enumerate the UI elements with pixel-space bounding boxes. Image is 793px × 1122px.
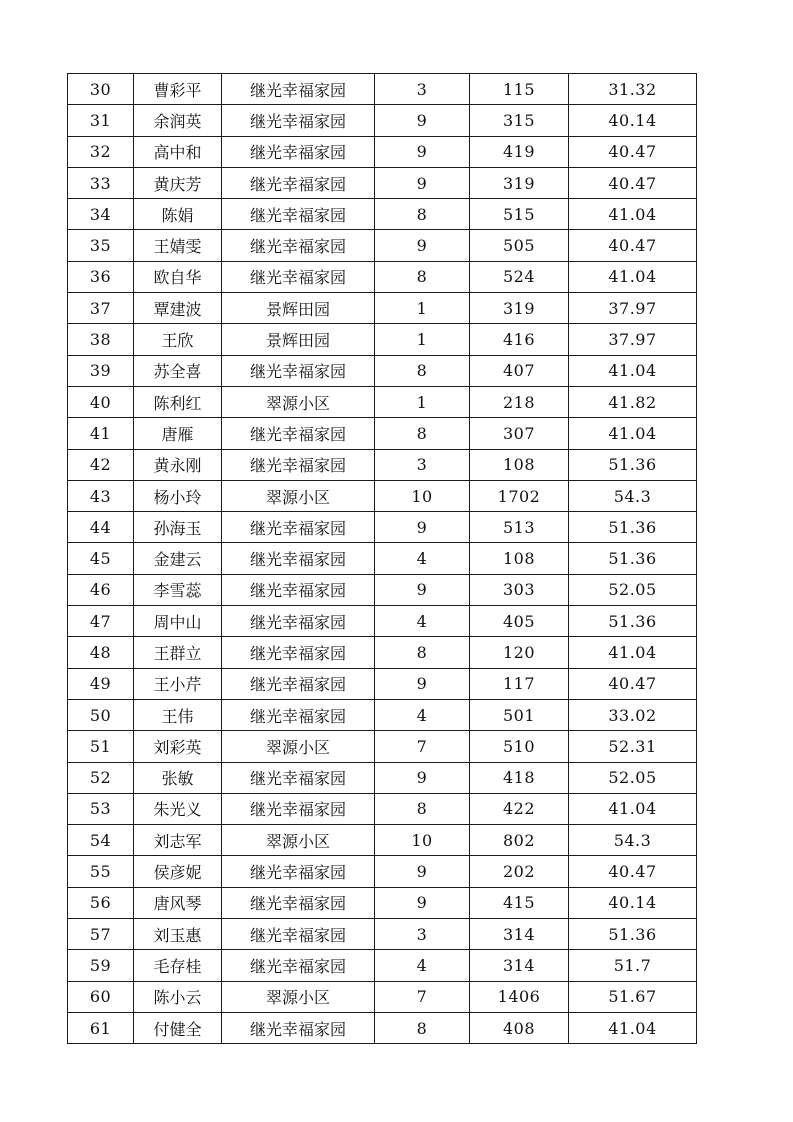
cell-room: 319	[470, 167, 569, 198]
cell-index: 42	[68, 449, 134, 480]
table-row	[68, 699, 697, 730]
cell-index: 61	[68, 1012, 134, 1043]
cell-building: 7	[375, 731, 470, 762]
cell-name: 余润英	[134, 105, 222, 136]
cell-building: 9	[375, 887, 470, 918]
cell-index: 52	[68, 762, 134, 793]
cell-area: 33.02	[569, 699, 697, 730]
cell-building: 4	[375, 606, 470, 637]
cell-area: 41.04	[569, 261, 697, 292]
cell-building: 9	[375, 856, 470, 887]
cell-area: 41.04	[569, 793, 697, 824]
cell-building: 9	[375, 230, 470, 261]
cell-room: 408	[470, 1012, 569, 1043]
cell-name: 金建云	[134, 543, 222, 574]
cell-area: 51.36	[569, 606, 697, 637]
cell-room: 419	[470, 136, 569, 167]
cell-community: 继光幸福家园	[222, 136, 375, 167]
cell-name: 孙海玉	[134, 512, 222, 543]
cell-name: 毛存桂	[134, 950, 222, 981]
cell-community: 翠源小区	[222, 731, 375, 762]
cell-name: 陈小云	[134, 981, 222, 1012]
cell-community: 继光幸福家园	[222, 449, 375, 480]
cell-index: 45	[68, 543, 134, 574]
cell-index: 35	[68, 230, 134, 261]
cell-room: 218	[470, 386, 569, 417]
cell-room: 1702	[470, 480, 569, 511]
cell-name: 周中山	[134, 606, 222, 637]
cell-community: 继光幸福家园	[222, 919, 375, 950]
cell-index: 51	[68, 731, 134, 762]
cell-building: 9	[375, 136, 470, 167]
table-row	[68, 449, 697, 480]
cell-index: 34	[68, 199, 134, 230]
cell-community: 继光幸福家园	[222, 762, 375, 793]
table-row	[68, 105, 697, 136]
cell-room: 407	[470, 355, 569, 386]
cell-room: 416	[470, 324, 569, 355]
cell-name: 李雪蕊	[134, 574, 222, 605]
cell-index: 32	[68, 136, 134, 167]
cell-community: 继光幸福家园	[222, 574, 375, 605]
cell-name: 张敏	[134, 762, 222, 793]
table-row	[68, 731, 697, 762]
table-row	[68, 324, 697, 355]
cell-community: 继光幸福家园	[222, 950, 375, 981]
cell-community: 继光幸福家园	[222, 668, 375, 699]
table-row	[68, 762, 697, 793]
cell-area: 51.36	[569, 543, 697, 574]
table-row	[68, 856, 697, 887]
table-row	[68, 136, 697, 167]
cell-room: 422	[470, 793, 569, 824]
cell-index: 50	[68, 699, 134, 730]
cell-area: 51.36	[569, 449, 697, 480]
cell-area: 40.47	[569, 167, 697, 198]
cell-area: 40.14	[569, 887, 697, 918]
cell-community: 继光幸福家园	[222, 230, 375, 261]
cell-name: 杨小玲	[134, 480, 222, 511]
cell-name: 王群立	[134, 637, 222, 668]
cell-room: 524	[470, 261, 569, 292]
table-row	[68, 512, 697, 543]
cell-name: 苏全喜	[134, 355, 222, 386]
cell-name: 王婧雯	[134, 230, 222, 261]
cell-room: 115	[470, 74, 569, 105]
cell-room: 1406	[470, 981, 569, 1012]
table-row	[68, 919, 697, 950]
cell-index: 48	[68, 637, 134, 668]
cell-building: 1	[375, 293, 470, 324]
cell-building: 8	[375, 793, 470, 824]
cell-community: 继光幸福家园	[222, 74, 375, 105]
cell-name: 刘彩英	[134, 731, 222, 762]
cell-building: 4	[375, 543, 470, 574]
cell-room: 802	[470, 825, 569, 856]
cell-community: 景辉田园	[222, 293, 375, 324]
cell-index: 38	[68, 324, 134, 355]
cell-name: 陈利红	[134, 386, 222, 417]
cell-name: 刘志军	[134, 825, 222, 856]
cell-room: 405	[470, 606, 569, 637]
cell-index: 44	[68, 512, 134, 543]
cell-name: 高中和	[134, 136, 222, 167]
cell-area: 37.97	[569, 293, 697, 324]
cell-area: 31.32	[569, 74, 697, 105]
cell-building: 3	[375, 919, 470, 950]
cell-room: 513	[470, 512, 569, 543]
records-table	[67, 73, 697, 1044]
cell-area: 51.67	[569, 981, 697, 1012]
table-row	[68, 74, 697, 105]
cell-community: 继光幸福家园	[222, 543, 375, 574]
table-row	[68, 637, 697, 668]
table-row	[68, 668, 697, 699]
cell-building: 9	[375, 167, 470, 198]
table-row	[68, 230, 697, 261]
cell-area: 41.82	[569, 386, 697, 417]
cell-community: 继光幸福家园	[222, 199, 375, 230]
cell-index: 33	[68, 167, 134, 198]
cell-area: 51.36	[569, 919, 697, 950]
cell-area: 52.05	[569, 762, 697, 793]
cell-community: 继光幸福家园	[222, 167, 375, 198]
cell-community: 翠源小区	[222, 825, 375, 856]
cell-room: 319	[470, 293, 569, 324]
cell-area: 40.14	[569, 105, 697, 136]
cell-room: 418	[470, 762, 569, 793]
cell-index: 37	[68, 293, 134, 324]
cell-area: 51.36	[569, 512, 697, 543]
cell-area: 52.31	[569, 731, 697, 762]
cell-index: 40	[68, 386, 134, 417]
cell-building: 10	[375, 825, 470, 856]
cell-community: 翠源小区	[222, 981, 375, 1012]
cell-name: 黄永刚	[134, 449, 222, 480]
cell-room: 314	[470, 919, 569, 950]
cell-community: 继光幸福家园	[222, 418, 375, 449]
cell-room: 120	[470, 637, 569, 668]
cell-area: 41.04	[569, 1012, 697, 1043]
cell-building: 3	[375, 449, 470, 480]
cell-name: 唐雁	[134, 418, 222, 449]
cell-community: 继光幸福家园	[222, 606, 375, 637]
cell-index: 53	[68, 793, 134, 824]
cell-building: 3	[375, 74, 470, 105]
cell-room: 108	[470, 543, 569, 574]
cell-community: 翠源小区	[222, 480, 375, 511]
cell-area: 40.47	[569, 136, 697, 167]
cell-community: 继光幸福家园	[222, 261, 375, 292]
cell-building: 9	[375, 668, 470, 699]
table-row	[68, 950, 697, 981]
cell-index: 55	[68, 856, 134, 887]
cell-community: 继光幸福家园	[222, 1012, 375, 1043]
cell-building: 1	[375, 324, 470, 355]
cell-name: 陈娟	[134, 199, 222, 230]
cell-room: 307	[470, 418, 569, 449]
cell-building: 10	[375, 480, 470, 511]
cell-index: 41	[68, 418, 134, 449]
cell-area: 40.47	[569, 856, 697, 887]
table-row	[68, 261, 697, 292]
table-row	[68, 1012, 697, 1043]
cell-room: 314	[470, 950, 569, 981]
cell-index: 57	[68, 919, 134, 950]
cell-room: 117	[470, 668, 569, 699]
cell-name: 曹彩平	[134, 74, 222, 105]
cell-name: 朱光义	[134, 793, 222, 824]
cell-building: 9	[375, 105, 470, 136]
cell-community: 继光幸福家园	[222, 637, 375, 668]
cell-building: 1	[375, 386, 470, 417]
cell-area: 41.04	[569, 199, 697, 230]
cell-area: 41.04	[569, 355, 697, 386]
cell-building: 8	[375, 1012, 470, 1043]
cell-area: 40.47	[569, 230, 697, 261]
cell-building: 7	[375, 981, 470, 1012]
cell-name: 王小芹	[134, 668, 222, 699]
cell-area: 37.97	[569, 324, 697, 355]
cell-area: 54.3	[569, 825, 697, 856]
cell-index: 56	[68, 887, 134, 918]
cell-index: 59	[68, 950, 134, 981]
cell-community: 继光幸福家园	[222, 793, 375, 824]
cell-building: 9	[375, 574, 470, 605]
cell-name: 覃建波	[134, 293, 222, 324]
cell-index: 30	[68, 74, 134, 105]
cell-room: 303	[470, 574, 569, 605]
cell-building: 8	[375, 199, 470, 230]
table-row	[68, 293, 697, 324]
cell-building: 8	[375, 355, 470, 386]
table-row	[68, 355, 697, 386]
cell-room: 415	[470, 887, 569, 918]
table-row	[68, 574, 697, 605]
table-row	[68, 981, 697, 1012]
table-row	[68, 825, 697, 856]
cell-index: 49	[68, 668, 134, 699]
table-row	[68, 199, 697, 230]
cell-room: 505	[470, 230, 569, 261]
cell-index: 31	[68, 105, 134, 136]
cell-room: 315	[470, 105, 569, 136]
cell-name: 王欣	[134, 324, 222, 355]
table-row	[68, 480, 697, 511]
cell-area: 52.05	[569, 574, 697, 605]
cell-community: 继光幸福家园	[222, 856, 375, 887]
cell-area: 40.47	[569, 668, 697, 699]
table-row	[68, 887, 697, 918]
cell-name: 唐风琴	[134, 887, 222, 918]
cell-room: 202	[470, 856, 569, 887]
cell-index: 47	[68, 606, 134, 637]
cell-community: 景辉田园	[222, 324, 375, 355]
cell-name: 侯彦妮	[134, 856, 222, 887]
cell-room: 108	[470, 449, 569, 480]
cell-index: 54	[68, 825, 134, 856]
cell-index: 46	[68, 574, 134, 605]
cell-building: 8	[375, 418, 470, 449]
table-row	[68, 418, 697, 449]
cell-name: 刘玉惠	[134, 919, 222, 950]
cell-name: 付健全	[134, 1012, 222, 1043]
cell-community: 翠源小区	[222, 386, 375, 417]
cell-room: 510	[470, 731, 569, 762]
cell-area: 41.04	[569, 637, 697, 668]
cell-area: 41.04	[569, 418, 697, 449]
cell-area: 54.3	[569, 480, 697, 511]
cell-name: 王伟	[134, 699, 222, 730]
cell-name: 欧自华	[134, 261, 222, 292]
cell-index: 43	[68, 480, 134, 511]
cell-community: 继光幸福家园	[222, 105, 375, 136]
table-row	[68, 543, 697, 574]
cell-room: 515	[470, 199, 569, 230]
cell-building: 8	[375, 261, 470, 292]
table-row	[68, 167, 697, 198]
cell-community: 继光幸福家园	[222, 699, 375, 730]
cell-community: 继光幸福家园	[222, 512, 375, 543]
cell-area: 51.7	[569, 950, 697, 981]
cell-room: 501	[470, 699, 569, 730]
cell-community: 继光幸福家园	[222, 887, 375, 918]
cell-building: 8	[375, 637, 470, 668]
cell-name: 黄庆芳	[134, 167, 222, 198]
cell-index: 39	[68, 355, 134, 386]
records-table-body	[68, 74, 697, 1044]
cell-index: 36	[68, 261, 134, 292]
table-row	[68, 606, 697, 637]
table-row	[68, 793, 697, 824]
cell-index: 60	[68, 981, 134, 1012]
cell-building: 9	[375, 762, 470, 793]
cell-building: 4	[375, 950, 470, 981]
table-row	[68, 386, 697, 417]
cell-community: 继光幸福家园	[222, 355, 375, 386]
cell-building: 4	[375, 699, 470, 730]
cell-building: 9	[375, 512, 470, 543]
